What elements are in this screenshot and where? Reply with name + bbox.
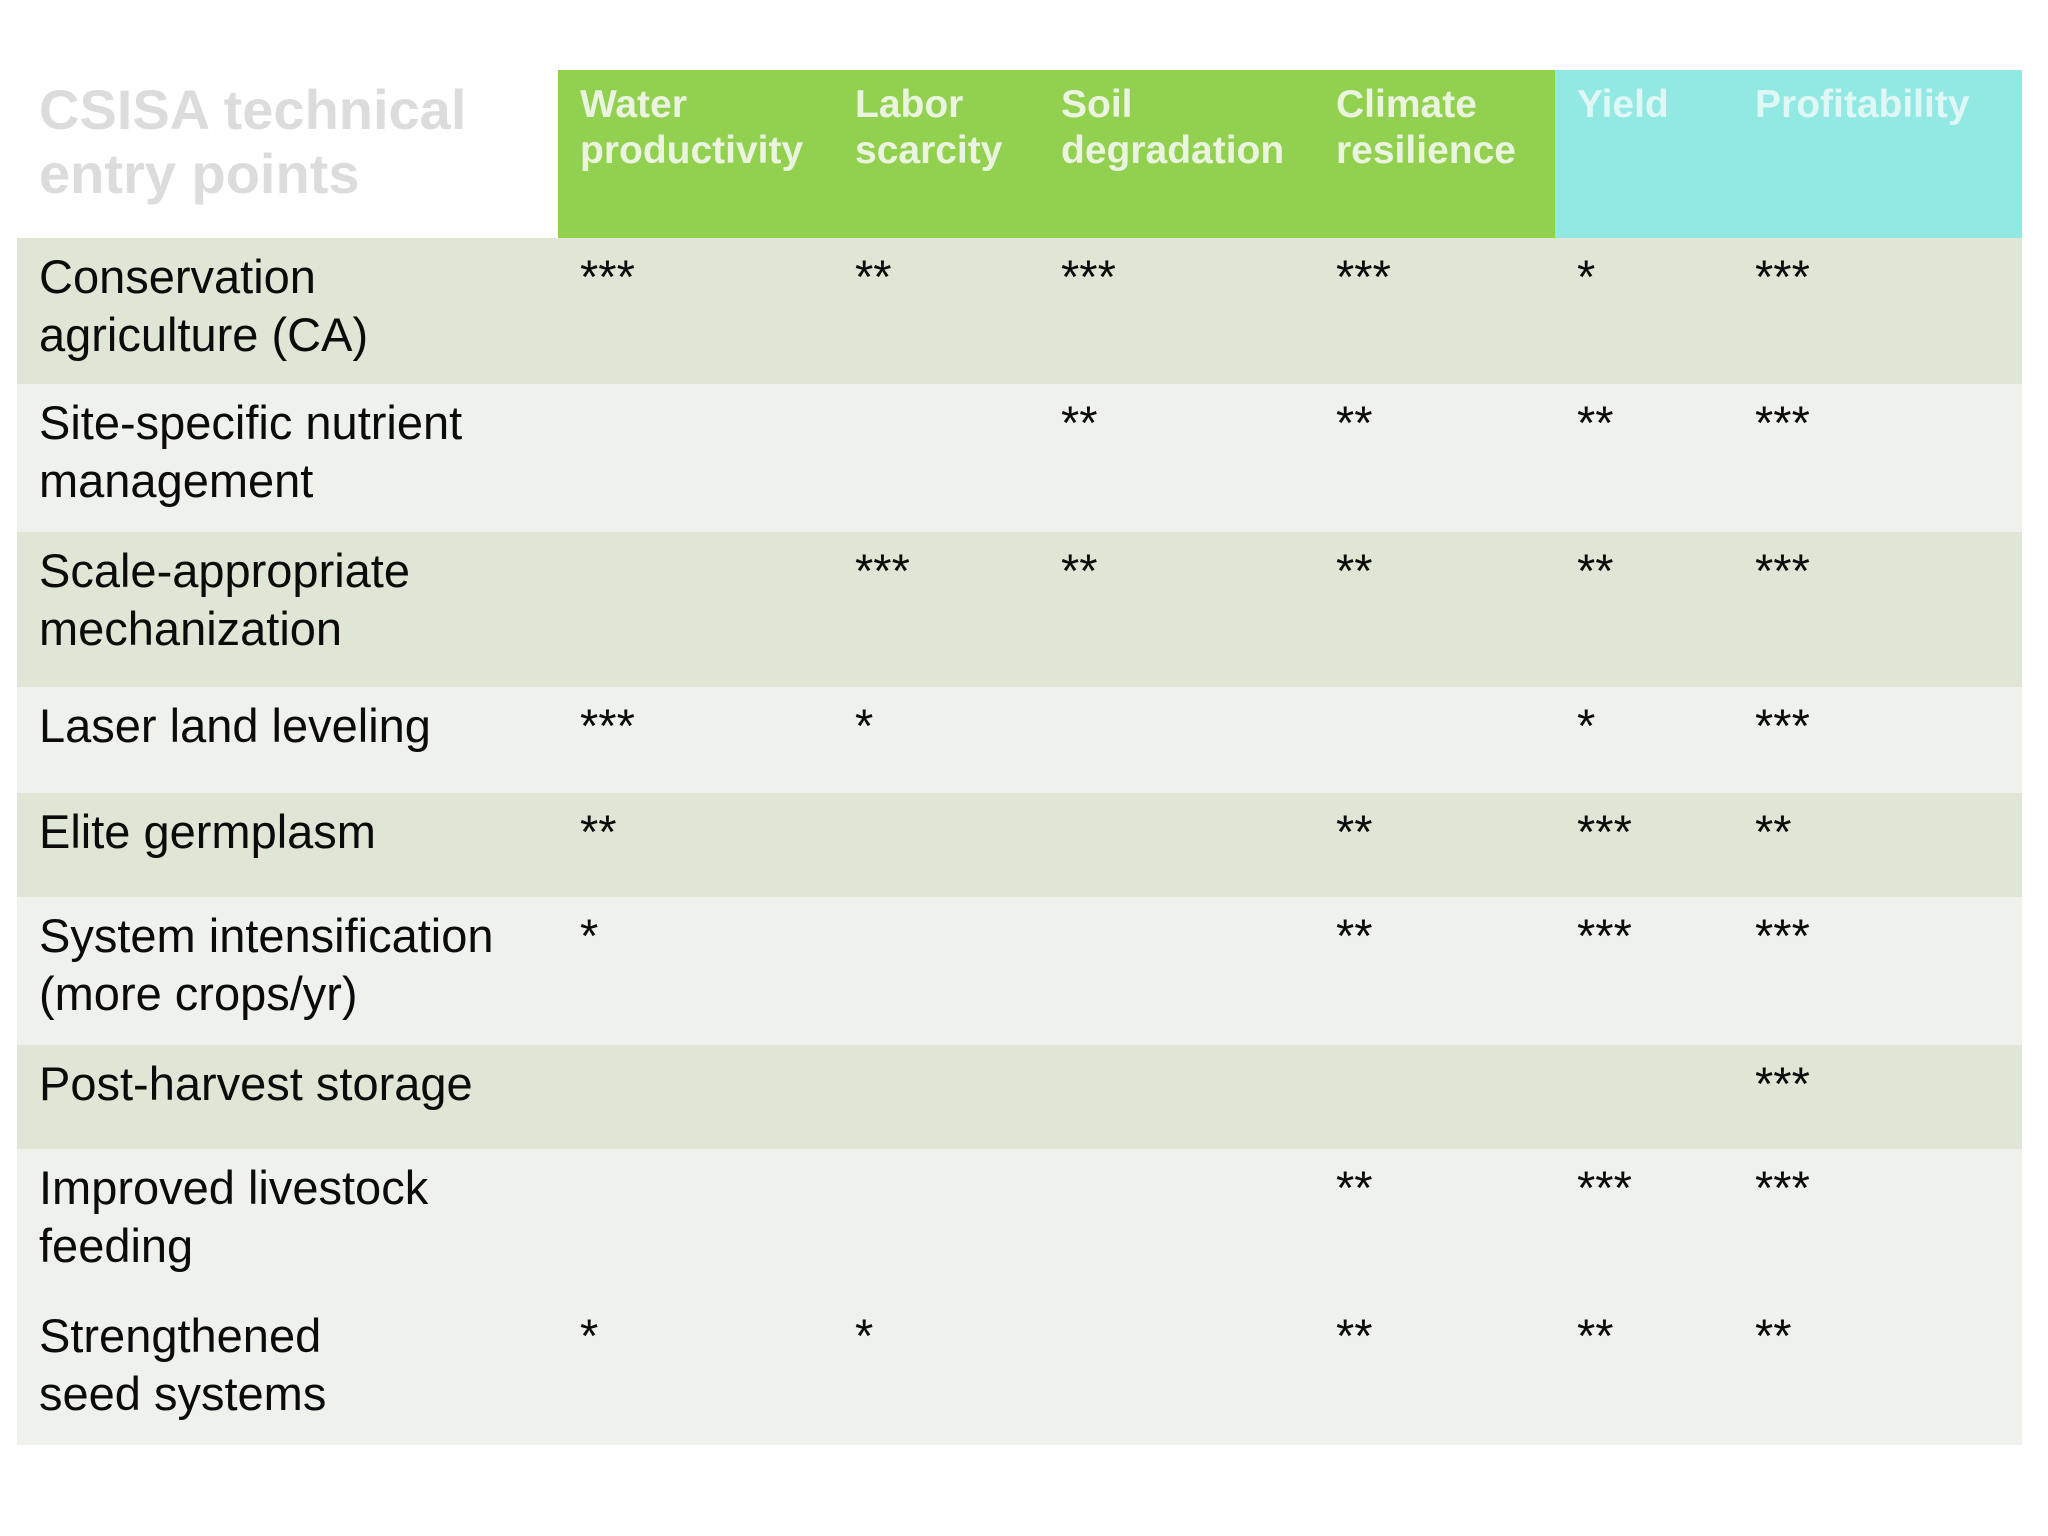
row-label: System intensification (more crops/yr) <box>39 909 494 1020</box>
rating-cell: *** <box>1755 544 1810 597</box>
rating-cell: * <box>855 699 874 752</box>
rating-cell: *** <box>1755 1161 1810 1214</box>
rating-cell: *** <box>1577 909 1632 962</box>
rating-cell: *** <box>1755 1057 1810 1110</box>
row-label: Laser land leveling <box>39 699 431 752</box>
rating-cell: *** <box>855 544 910 597</box>
header-yield: Yield <box>1555 70 1733 238</box>
table-row <box>17 1149 2022 1297</box>
table-row <box>17 238 2022 384</box>
rating-cell: * <box>855 1309 874 1362</box>
rating-cell <box>558 1045 833 1149</box>
rating-cell: ** <box>1336 396 1373 449</box>
rating-cell <box>1039 897 1314 1045</box>
row-label: Site-specific nutrient management <box>39 396 463 507</box>
table-row <box>17 897 2022 1045</box>
table-row <box>17 384 2022 532</box>
header-climate-resilience: Climate resilience <box>1314 70 1555 238</box>
rating-cell <box>833 384 1039 532</box>
rating-cell: ** <box>1336 1161 1373 1214</box>
rating-cell <box>1314 1045 1555 1149</box>
row-label: Scale-appropriate mechanization <box>39 544 410 655</box>
table-header-row <box>17 70 2022 238</box>
rating-cell: ** <box>855 250 892 303</box>
rating-cell <box>1039 793 1314 897</box>
rating-cell <box>1039 1045 1314 1149</box>
rating-cell <box>1555 1045 1733 1149</box>
header-entry-points: CSISA technical entry points <box>17 70 558 238</box>
rating-cell <box>558 384 833 532</box>
rating-cell: * <box>580 909 599 962</box>
rating-cell <box>1314 687 1555 793</box>
rating-cell <box>833 793 1039 897</box>
rating-cell <box>833 897 1039 1045</box>
row-label: Post-harvest storage <box>39 1057 473 1110</box>
rating-cell: ** <box>1577 544 1614 597</box>
table-row <box>17 1045 2022 1149</box>
rating-cell: ** <box>1336 909 1373 962</box>
rating-cell: * <box>1577 250 1596 303</box>
row-label: Conservation agriculture (CA) <box>39 250 369 361</box>
rating-cell: * <box>580 1309 599 1362</box>
rating-cell: ** <box>1336 544 1373 597</box>
rating-cell: ** <box>1755 1309 1792 1362</box>
rating-cell <box>1039 687 1314 793</box>
rating-cell: *** <box>1061 250 1116 303</box>
table-row <box>17 532 2022 687</box>
rating-cell: ** <box>1061 396 1098 449</box>
header-water-productivity: Water productivity <box>558 70 833 238</box>
rating-cell: ** <box>1061 544 1098 597</box>
rating-cell: *** <box>1755 396 1810 449</box>
table-row <box>17 1297 2022 1445</box>
rating-cell: *** <box>1577 1161 1632 1214</box>
rating-cell: *** <box>1755 250 1810 303</box>
rating-cell: *** <box>580 250 635 303</box>
rating-cell: *** <box>1755 909 1810 962</box>
rating-cell <box>1039 1297 1314 1445</box>
row-label: Elite germplasm <box>39 805 376 858</box>
rating-cell: ** <box>1577 396 1614 449</box>
header-profitability: Profitability <box>1733 70 2022 238</box>
rating-cell: *** <box>1577 805 1632 858</box>
row-label: Strengthened seed systems <box>39 1309 327 1420</box>
rating-cell: * <box>1577 699 1596 752</box>
table-row <box>17 687 2022 793</box>
table-row <box>17 793 2022 897</box>
rating-cell <box>558 1149 833 1297</box>
rating-cell: ** <box>1577 1309 1614 1362</box>
rating-cell <box>558 532 833 687</box>
rating-cell: *** <box>580 699 635 752</box>
rating-cell: ** <box>1336 1309 1373 1362</box>
rating-cell: *** <box>1755 699 1810 752</box>
rating-cell: ** <box>580 805 617 858</box>
rating-table <box>17 70 2022 1445</box>
rating-cell <box>1039 1149 1314 1297</box>
header-soil-degradation: Soil degradation <box>1039 70 1314 238</box>
header-labor-scarcity: Labor scarcity <box>833 70 1039 238</box>
rating-cell: ** <box>1336 805 1373 858</box>
rating-cell: ** <box>1755 805 1792 858</box>
rating-cell <box>833 1149 1039 1297</box>
rating-cell: *** <box>1336 250 1391 303</box>
row-label: Improved livestock feeding <box>39 1161 429 1272</box>
rating-cell <box>833 1045 1039 1149</box>
